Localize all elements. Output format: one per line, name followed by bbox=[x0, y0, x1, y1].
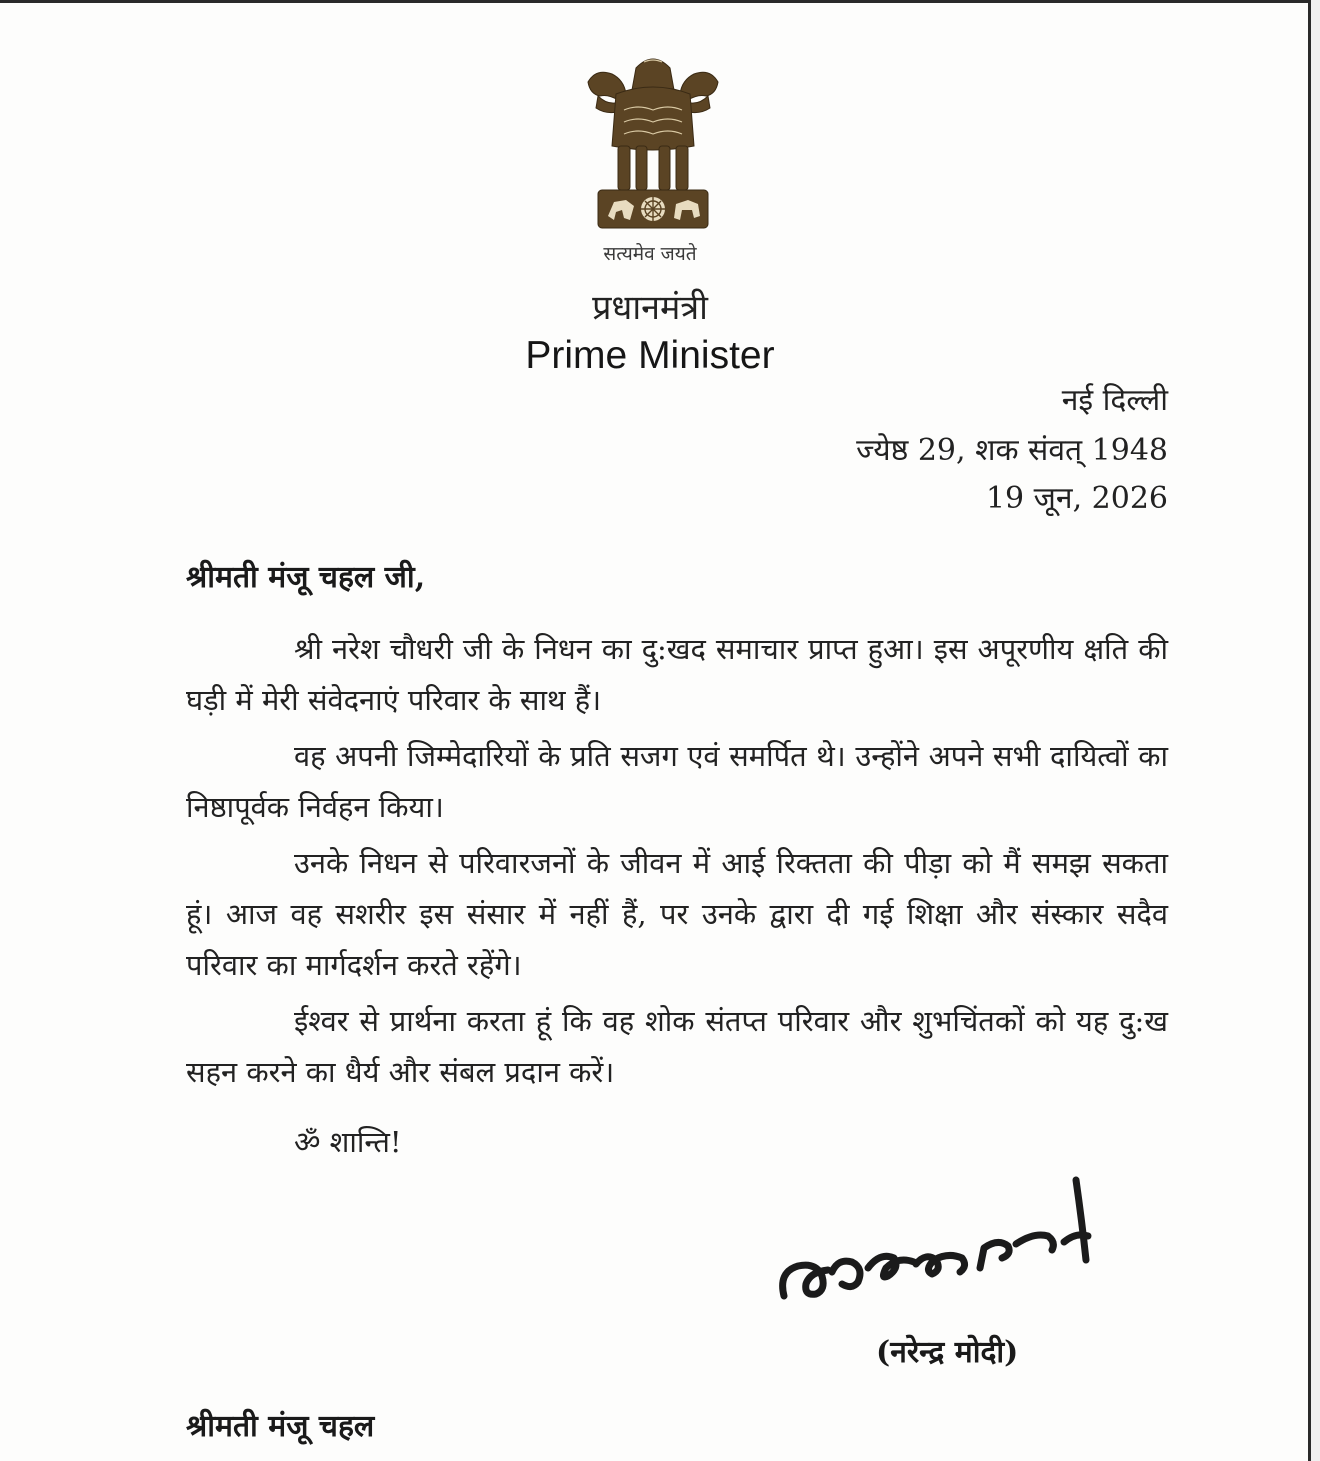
emblem-motto: सत्यमेव जयते bbox=[603, 243, 697, 265]
letter-date-saka: ज्येष्ठ 29, शक संवत् 1948 bbox=[856, 433, 1168, 468]
letter-paragraph: ईश्वर से प्रार्थना करता हूं कि वह शोक संतप्त परिवार और शुभचिंतकों को यह दु:ख सहन करने का धैर्य और संबल प्रदान करें। bbox=[186, 1004, 1168, 1089]
letter-paragraph: उनके निधन से परिवारजनों के जीवन में आई रिक्तता की पीड़ा को मैं समझ सकता हूं। आज वह सशरीर इस संसार में नहीं हैं, पर उनके द्वारा दी गई शिक्षा और संस्कार सदैव परिवार का मार्गदर्शन करते रहेंगे। bbox=[186, 846, 1168, 982]
letter-body bbox=[186, 624, 1168, 1103]
page-top-edge bbox=[0, 0, 1320, 3]
signer-name: (नरेन्द्र मोदी) bbox=[876, 1335, 1019, 1370]
address-line-cropped bbox=[186, 1452, 446, 1461]
letter-paragraph: वह अपनी जिम्मेदारियों के प्रति सजग एवं समर्पित थे। उन्होंने अपने सभी दायित्वों का निष्ठापूर्वक निर्वहन किया। bbox=[186, 739, 1168, 824]
office-title-hindi: प्रधानमंत्री bbox=[592, 288, 708, 328]
letter-place: नई दिल्ली bbox=[1061, 383, 1168, 418]
letter-closing: ॐ शान्ति! bbox=[294, 1125, 402, 1159]
letter-date-gregorian: 19 जून, 2026 bbox=[985, 481, 1168, 516]
letter-paragraph: श्री नरेश चौधरी जी के निधन का दु:खद समाचार प्राप्त हुआ। इस अपूरणीय क्षति की घड़ी में मेरी संवेदनाएं परिवार के साथ हैं। bbox=[186, 632, 1168, 717]
handwritten-signature-icon bbox=[776, 1172, 1106, 1312]
page-right-edge bbox=[1308, 0, 1320, 1461]
addressee-name: श्रीमती मंजू चहल bbox=[186, 1409, 375, 1444]
office-title-english: Prime Minister bbox=[525, 334, 775, 377]
state-emblem-icon bbox=[578, 50, 728, 240]
letter-salutation: श्रीमती मंजू चहल जी, bbox=[186, 560, 426, 595]
